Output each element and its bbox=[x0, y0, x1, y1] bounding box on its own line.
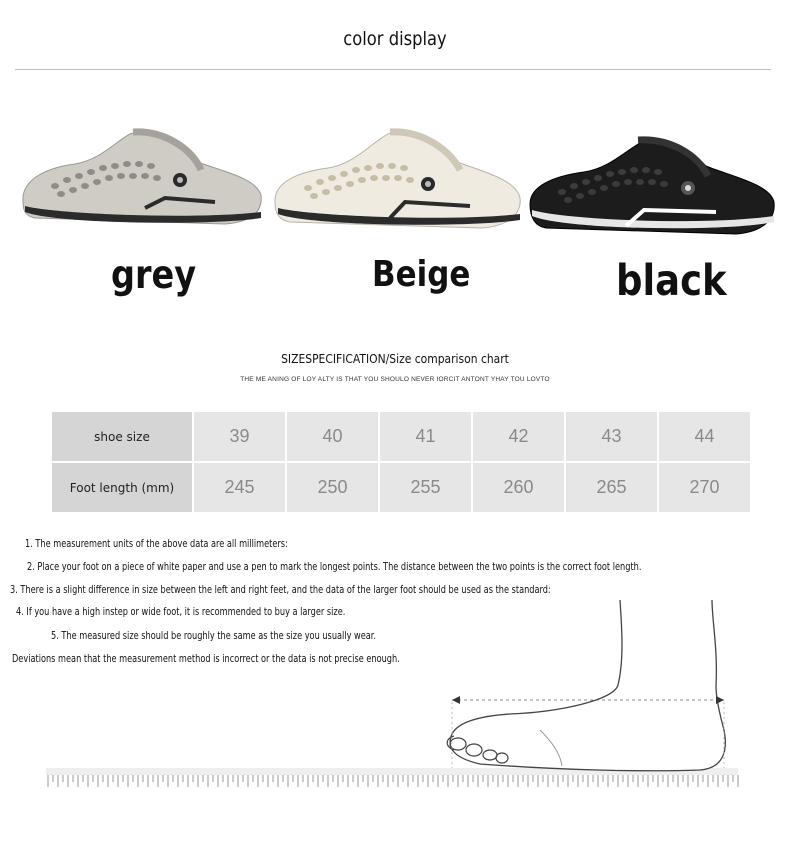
table-cell: 255 bbox=[380, 463, 471, 512]
black-clog-image bbox=[526, 130, 778, 245]
note-2: 2. Place your foot on a piece of white paper and use a pen to mark the longest points. The distance between the two points is the correct foot length. bbox=[27, 561, 642, 573]
row-header: shoe size bbox=[52, 412, 192, 461]
size-table bbox=[50, 410, 752, 514]
size-chart-subtitle: THE ME ANING OF LOY ALTY IS THAT YOU SHOULO NEVER IORCIT ANTONT YHAY TOU LOVTO bbox=[240, 376, 550, 383]
size-chart-title: SIZESPECIFICATION/Size comparison chart bbox=[281, 351, 509, 366]
note-3: 3. There is a slight difference in size between the left and right feet, and the data of the larger foot should be used as the standard: bbox=[10, 584, 551, 596]
table-cell: 43 bbox=[566, 412, 657, 461]
note-4: 4. If you have a high instep or wide foot, it is recommended to buy a larger size. bbox=[16, 606, 346, 618]
note-5: 5. The measured size should be roughly the same as the size you usually wear. bbox=[51, 630, 377, 642]
table-cell: 41 bbox=[380, 412, 471, 461]
grey-clog-image bbox=[15, 120, 265, 235]
table-cell: 40 bbox=[287, 412, 378, 461]
table-cell: 265 bbox=[566, 463, 657, 512]
black-label: black bbox=[616, 256, 727, 306]
note-1: 1. The measurement units of the above data are all millimeters: bbox=[25, 538, 288, 550]
header-divider bbox=[15, 69, 771, 70]
grey-label: grey bbox=[111, 253, 197, 298]
page-title: color display bbox=[343, 28, 447, 50]
table-cell: 39 bbox=[194, 412, 285, 461]
foot-measurement-illustration bbox=[40, 590, 740, 795]
table-row bbox=[52, 463, 750, 512]
table-row bbox=[52, 412, 750, 461]
beige-label: Beige bbox=[372, 254, 471, 295]
table-cell: 42 bbox=[473, 412, 564, 461]
table-cell: 44 bbox=[659, 412, 750, 461]
note-6: Deviations mean that the measurement method is incorrect or the data is not precise enough. bbox=[12, 653, 400, 665]
beige-clog-image bbox=[270, 122, 525, 237]
table-cell: 270 bbox=[659, 463, 750, 512]
row-header: Foot length (mm) bbox=[52, 463, 192, 512]
table-cell: 245 bbox=[194, 463, 285, 512]
table-cell: 260 bbox=[473, 463, 564, 512]
table-cell: 250 bbox=[287, 463, 378, 512]
